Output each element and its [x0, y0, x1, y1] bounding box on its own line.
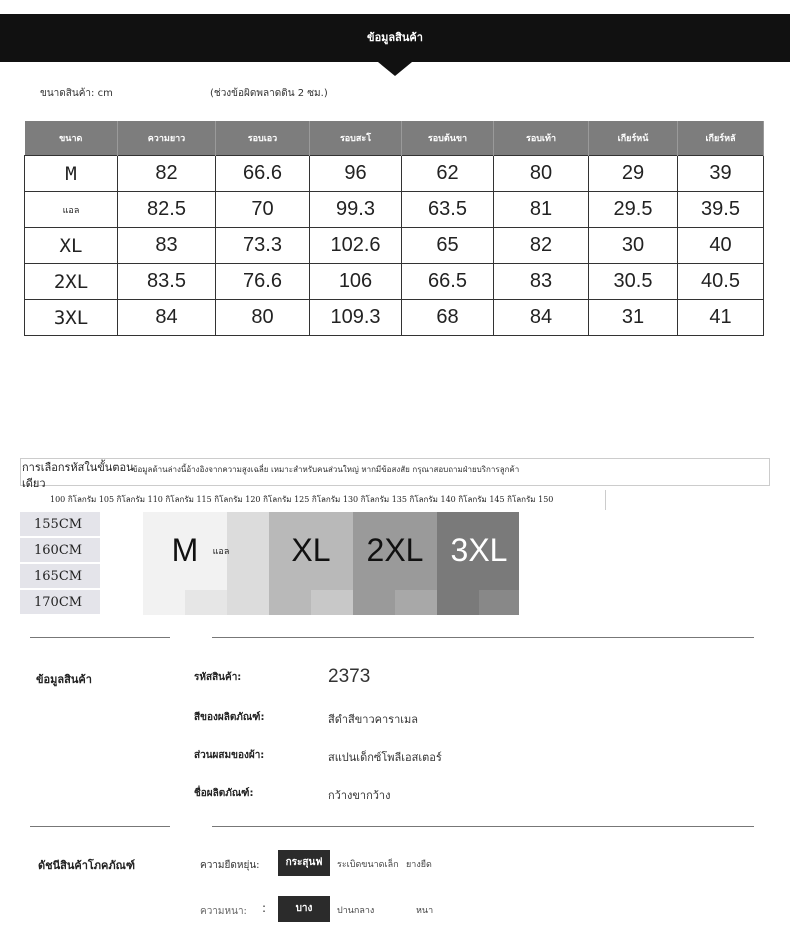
header-waist: รอบเอว [216, 121, 310, 156]
table-cell: 31 [589, 300, 678, 336]
table-row [25, 228, 764, 264]
size-cell: 3XL [25, 300, 118, 336]
table-cell: 84 [118, 300, 216, 336]
thickness-option: หนา [416, 906, 434, 916]
height-row-label: 160CM [20, 538, 100, 563]
elasticity-label: ความยืดหยุ่น: [200, 860, 260, 871]
thickness-colon: : [262, 901, 267, 915]
size-cell: 2XL [25, 264, 118, 300]
table-cell: 30 [589, 228, 678, 264]
table-cell: 29.5 [589, 192, 678, 228]
size-cell: XL [25, 228, 118, 264]
size-table-header [25, 121, 764, 156]
size-guide-note: ข้อมูลด้านล่างนี้อ้างอิงจากความสูงเฉลี่ย เหมาะสำหรับคนส่วนใหญ่ หากมีข้อสงสัย กรุณาสอบถามฝ่ายบริการลูกค้า [132, 465, 520, 474]
table-row [25, 300, 764, 336]
table-cell: 30.5 [589, 264, 678, 300]
tolerance-note: (ช่วงข้อผิดพลาดดิน 2 ซม.) [210, 88, 328, 99]
step-overlay [311, 590, 353, 615]
header-notch [378, 62, 412, 76]
table-cell: 83 [494, 264, 589, 300]
table-cell: 82 [118, 156, 216, 192]
product-index-heading: ดัชนีสินค้าโภคภัณฑ์ [38, 859, 136, 872]
header-front-rise: เกียร์หน้ [589, 121, 678, 156]
elasticity-option: ระเบิดขนาดเล็ก [337, 860, 399, 870]
field-value-code: 2373 [328, 666, 371, 687]
table-cell: 82 [494, 228, 589, 264]
size-label-xl: XL [291, 532, 331, 568]
size-label-l: แอล [212, 547, 230, 557]
thickness-selected-tag: บาง [278, 896, 330, 922]
thickness-option: ปานกลาง [337, 906, 375, 916]
table-cell: 39 [678, 156, 764, 192]
elasticity-selected-tag: กระสุนฟ [278, 850, 330, 876]
header-hip: รอบสะโ [310, 121, 402, 156]
step-overlay [479, 590, 519, 615]
size-label-2xl: 2XL [366, 532, 424, 568]
table-cell: 40.5 [678, 264, 764, 300]
table-cell: 63.5 [402, 192, 494, 228]
field-value-fabric: สแปนเด็กซ์โพลีเอสเตอร์ [328, 751, 442, 764]
size-cell: M [25, 156, 118, 192]
field-value-name: กว้างขากว้าง [328, 789, 391, 802]
divider [30, 637, 170, 638]
table-cell: 39.5 [678, 192, 764, 228]
table-cell: 99.3 [310, 192, 402, 228]
table-cell: 40 [678, 228, 764, 264]
table-cell: 106 [310, 264, 402, 300]
table-cell: 96 [310, 156, 402, 192]
size-unit-label: ขนาดสินค้า: cm [40, 88, 113, 99]
table-cell: 109.3 [310, 300, 402, 336]
table-cell: 70 [216, 192, 310, 228]
table-cell: 80 [494, 156, 589, 192]
header-title: ข้อมูลสินค้า [367, 31, 423, 44]
table-cell: 62 [402, 156, 494, 192]
table-cell: 83.5 [118, 264, 216, 300]
table-cell: 81 [494, 192, 589, 228]
table-row [25, 192, 764, 228]
header-thigh: รอบต้นขา [402, 121, 494, 156]
divider [212, 637, 754, 638]
divider [212, 826, 754, 827]
elasticity-option: ยางยืด [406, 860, 432, 870]
divider [30, 826, 170, 827]
field-label-fabric: ส่วนผสมของผ้า: [194, 750, 265, 761]
table-cell: 80 [216, 300, 310, 336]
table-cell: 65 [402, 228, 494, 264]
table-cell: 41 [678, 300, 764, 336]
height-row-label: 155CM [20, 512, 100, 537]
thickness-label: ความหนา: [200, 906, 247, 917]
size-label-3xl: 3XL [450, 532, 508, 568]
step-overlay [185, 590, 227, 615]
table-cell: 29 [589, 156, 678, 192]
header-length: ความยาว [118, 121, 216, 156]
header-hem: รอบเท้า [494, 121, 589, 156]
table-cell: 73.3 [216, 228, 310, 264]
table-cell: 82.5 [118, 192, 216, 228]
product-info-heading: ข้อมูลสินค้า [36, 673, 92, 686]
size-table [24, 121, 764, 336]
table-cell: 84 [494, 300, 589, 336]
table-cell: 66.6 [216, 156, 310, 192]
field-label-color: สีของผลิตภัณฑ์: [194, 712, 265, 723]
step-overlay [395, 590, 437, 615]
field-value-color: สีดำสีขาวคาราเมล [328, 713, 418, 726]
table-cell: 83 [118, 228, 216, 264]
table-cell: 66.5 [402, 264, 494, 300]
table-cell: 76.6 [216, 264, 310, 300]
header-size: ขนาด [25, 121, 118, 156]
field-label-name: ชื่อผลิตภัณฑ์: [194, 788, 254, 799]
table-cell: 68 [402, 300, 494, 336]
table-row [25, 264, 764, 300]
header-back-rise: เกียร์หลั [678, 121, 764, 156]
table-row [25, 156, 764, 192]
height-row-label: 165CM [20, 564, 100, 589]
size-guide-label: การเลือกรหัสในขั้นตอนเดียว [22, 461, 134, 490]
table-cell: 102.6 [310, 228, 402, 264]
weight-scale: 100 กิโลกรัม 105 กิโลกรัม 110 กิโลกรัม 115 กิโลกรัม 120 กิโลกรัม 125 กิโลกรัม 130 กิโลกรัม 135 กิโลกรัม 140 กิโลกรัม 145 กิโลกรัม 150 [50, 490, 606, 510]
size-block-l [227, 512, 269, 615]
size-cell: แอล [25, 192, 118, 228]
size-label-m: M [171, 532, 199, 568]
height-row-label: 170CM [20, 590, 100, 615]
field-label-code: รหัสสินค้า: [194, 672, 242, 683]
